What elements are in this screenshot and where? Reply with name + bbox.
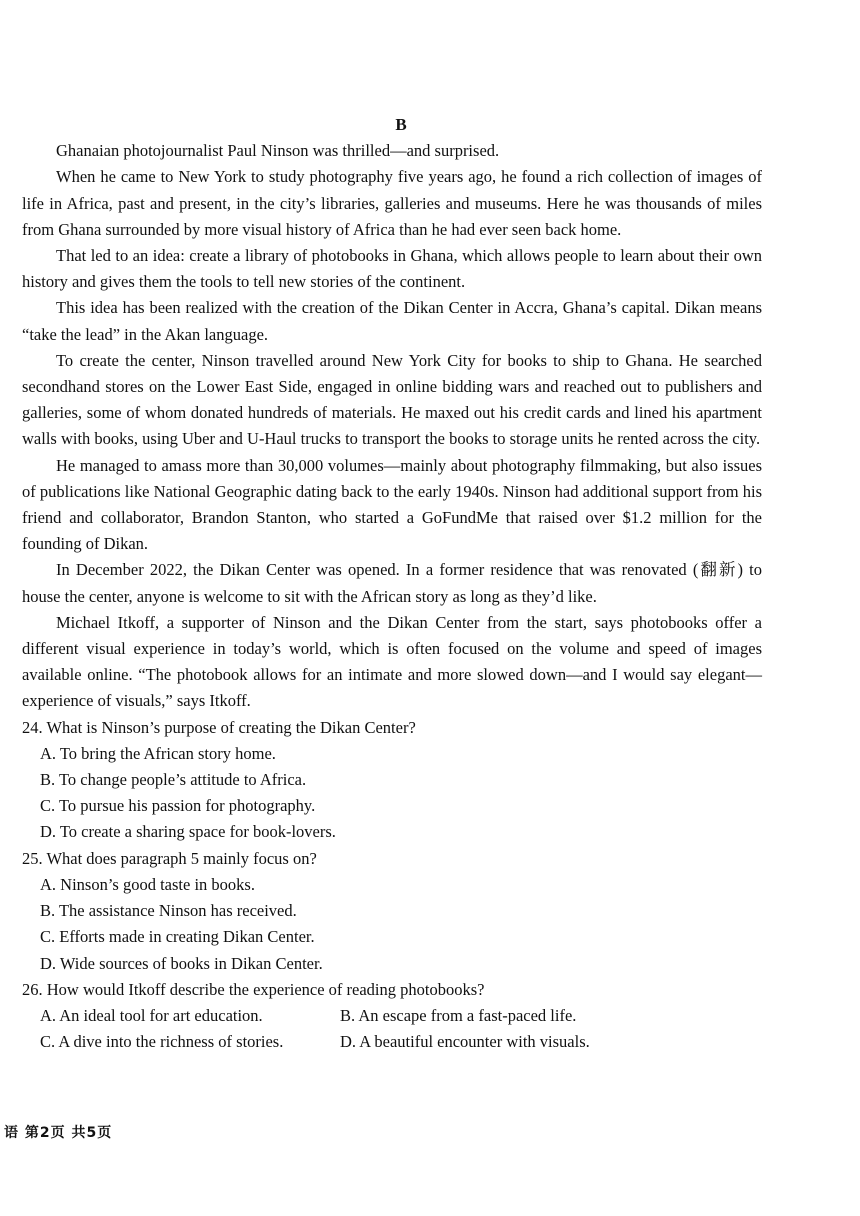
option-a: A. Ninson’s good taste in books.: [40, 874, 255, 894]
questions: [22, 715, 762, 1056]
section-title: B: [395, 115, 407, 134]
question-26: [22, 977, 762, 1056]
paragraph-3: That led to an idea: create a library of photobooks in Ghana, which allows people to learn about their own history and gives them the tools to tell new stories of the continent.: [22, 246, 762, 292]
paragraph-8: Michael Itkoff, a supporter of Ninson and the Dikan Center from the start, says photobooks offer a different visual experience in today’s world, which is often focused on the volume and speed of images available online. “The photobook allows for an intimate and more slowed down—and I would say elegant—experience of visuals,” says Itkoff.: [22, 612, 762, 711]
option-d: D. A beautiful encounter with visuals.: [340, 1032, 590, 1052]
option-b: B. An escape from a fast-paced life.: [340, 1005, 577, 1025]
paragraph-5: To create the center, Ninson travelled around New York City for books to ship to Ghana. He searched secondhand stores on the Lower East Side, engaged in online bidding wars and reached out to publishers and galleries, some of whom donated hundreds of materials. He maxed out his credit cards and lined his apartment walls with books, using Uber and U-Haul trucks to transport the books to storage units he rented across the city.: [22, 350, 762, 449]
question-stem: 24. What is Ninson’s purpose of creating the Dikan Center?: [22, 717, 416, 737]
question-stem: 25. What does paragraph 5 mainly focus on?: [22, 848, 317, 868]
paragraph-1: Ghanaian photojournalist Paul Ninson was thrilled—and surprised.: [56, 141, 500, 161]
question-25: [22, 846, 762, 977]
page-footer: 语 第2页 共5页: [4, 1125, 113, 1141]
paragraph-6: He managed to amass more than 30,000 volumes—mainly about photography filmmaking, but also issues of publications like National Geographic dating back to the early 1940s. Ninson had additional support from his friend and collaborator, Brandon Stanton, who started a GoFundMe that raised over $1.2 million for the founding of Dikan.: [22, 455, 762, 554]
paragraph-4: This idea has been realized with the creation of the Dikan Center in Accra, Ghana’s capital. Dikan means “take the lead” in the Akan language.: [22, 298, 762, 344]
question-24: [22, 715, 762, 846]
option-c: C. A dive into the richness of stories.: [40, 1032, 284, 1052]
option-b: B. To change people’s attitude to Africa.: [40, 770, 307, 790]
option-c: C. Efforts made in creating Dikan Center.: [40, 927, 315, 947]
option-c: C. To pursue his passion for photography.: [40, 796, 316, 816]
paragraph-2: When he came to New York to study photography five years ago, he found a rich collection of images of life in Africa, past and present, in the city’s libraries, galleries and museums. Here he was thousands of miles from Ghana surrounded by more visual history of Africa than he had ever seen back home.: [22, 167, 762, 239]
question-stem: 26. How would Itkoff describe the experience of reading photobooks?: [22, 979, 485, 999]
option-d: D. Wide sources of books in Dikan Center.: [40, 953, 323, 973]
option-a: A. An ideal tool for art education.: [40, 1005, 263, 1025]
paragraph-7: In December 2022, the Dikan Center was opened. In a former residence that was renovated (翻新) to house the center, anyone is welcome to sit with the African story as long as they’d like.: [22, 560, 762, 606]
option-a: A. To bring the African story home.: [40, 743, 276, 763]
option-d: D. To create a sharing space for book-lovers.: [40, 822, 336, 842]
exam-page: [22, 112, 762, 1055]
passage: [22, 138, 762, 714]
option-b: B. The assistance Ninson has received.: [40, 901, 297, 921]
